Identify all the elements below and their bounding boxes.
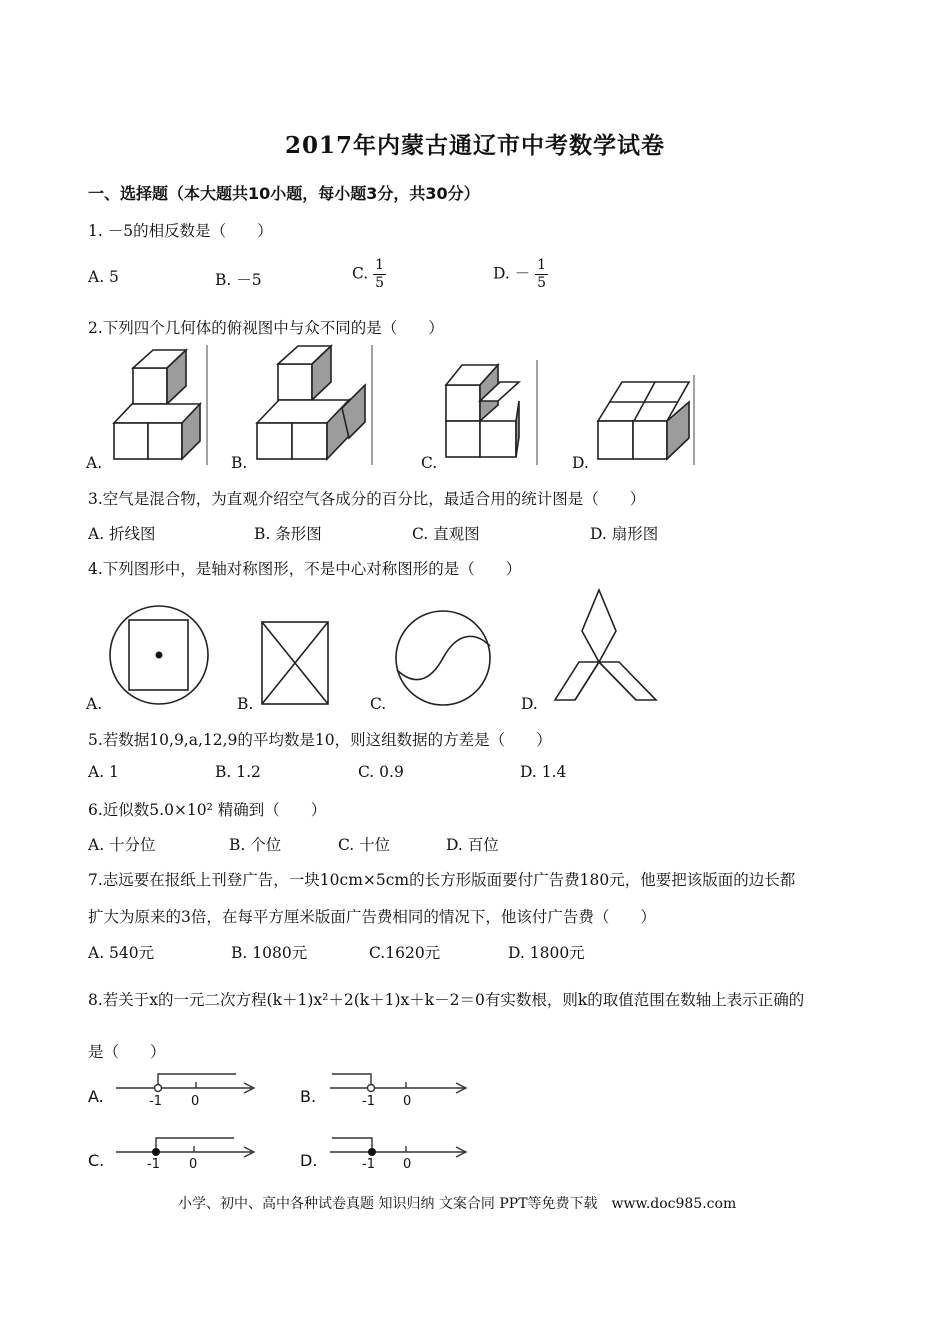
q1-option-d: [493, 257, 548, 292]
q7-option-a: A. 540元: [88, 944, 155, 962]
question-8-stem-line1: 8.若关于x的一元二次方程(k＋1)x²＋2(k＋1)x＋k－2＝0有实数根，则k的取值范围在数轴上表示正确的: [88, 991, 805, 1009]
question-8-stem-line2: 是（ ）: [88, 1043, 166, 1061]
q2-label-a: A.: [86, 454, 103, 472]
q7-option-c: C.1620元: [369, 944, 441, 962]
q1-option-c-label: C.: [352, 264, 369, 283]
q4-wave-circle-figure: [394, 608, 494, 708]
q8-label-a: A.: [88, 1087, 104, 1106]
q1-option-a: A. 5: [88, 268, 119, 286]
q4-three-rhombus-figure: [540, 588, 662, 706]
q8-label-d: D.: [300, 1151, 318, 1170]
q8-number-line-a: [114, 1072, 264, 1112]
question-7-stem-line2: 扩大为原来的3倍，在每平方厘米版面广告费相同的情况下，他该付广告费（ ）: [88, 908, 656, 926]
q1-option-c-fraction: [373, 257, 386, 292]
q8-a-tick-0: 0: [191, 1094, 200, 1109]
q4-circle-rectangle-figure: [108, 604, 212, 708]
fraction-denominator: 5: [537, 275, 547, 291]
page-footer: 小学、初中、高中各种试卷真题 知识归纳 文案合同 PPT等免费下载 www.doc985.com: [178, 1196, 737, 1212]
q1-option-b: B. －5: [215, 271, 262, 289]
question-1-stem: 1. －5的相反数是（ ）: [88, 222, 273, 240]
q8-a-tick-neg1: -1: [149, 1094, 162, 1109]
q1-option-c: [352, 257, 386, 292]
q8-b-tick-neg1: -1: [362, 1094, 375, 1109]
q4-label-d: D.: [521, 695, 538, 713]
q4-label-a: A.: [86, 695, 103, 713]
question-4-stem: 4.下列图形中，是轴对称图形，不是中心对称图形的是（ ）: [88, 560, 522, 578]
q1-option-d-fraction: [535, 257, 548, 292]
q3-option-b: B. 条形图: [254, 525, 322, 543]
q3-option-c: C. 直观图: [412, 525, 480, 543]
q2-solid-c-figure: [440, 360, 560, 470]
q6-option-a: A. 十分位: [88, 836, 156, 854]
q3-option-a: A. 折线图: [88, 525, 156, 543]
q5-option-a: A. 1: [88, 763, 119, 781]
q6-option-d: D. 百位: [446, 836, 499, 854]
q2-solid-b-figure: [245, 345, 375, 470]
fraction-numerator: 1: [537, 257, 547, 273]
q6-option-b: B. 个位: [229, 836, 282, 854]
q7-option-d: D. 1800元: [508, 944, 585, 962]
question-3-stem: 3.空气是混合物，为直观介绍空气各成分的百分比，最适合用的统计图是（ ）: [88, 490, 646, 508]
q5-option-c: C. 0.9: [358, 763, 404, 781]
question-5-stem: 5.若数据10,9,a,12,9的平均数是10，则这组数据的方差是（ ）: [88, 731, 552, 749]
q4-label-c: C.: [370, 695, 387, 713]
fraction-denominator: 5: [375, 275, 385, 291]
question-7-stem-line1: 7.志远要在报纸上刊登广告，一块10cm×5cm的长方形版面要付广告费180元，他要把该版面的边长都: [88, 871, 796, 889]
q2-label-b: B.: [231, 454, 248, 472]
q8-label-b: B.: [300, 1087, 317, 1106]
q8-d-tick-neg1: -1: [362, 1157, 375, 1172]
q5-option-b: B. 1.2: [215, 763, 261, 781]
q8-number-line-b: [328, 1072, 473, 1112]
q5-option-d: D. 1.4: [520, 763, 567, 781]
page-title: 2017年内蒙古通辽市中考数学试卷: [284, 132, 665, 159]
q8-label-c: C.: [88, 1151, 105, 1170]
q8-c-tick-neg1: -1: [147, 1157, 160, 1172]
q3-option-d: D. 扇形图: [590, 525, 659, 543]
question-2-stem: 2.下列四个几何体的俯视图中与众不同的是（ ）: [88, 319, 444, 337]
section-heading: 一、选择题（本大题共10小题，每小题3分，共30分）: [88, 184, 480, 203]
question-6-stem: 6.近似数5.0×10² 精确到（ ）: [88, 801, 327, 819]
q1-option-d-label: D. －: [493, 264, 531, 283]
q8-number-line-d: [328, 1136, 473, 1176]
q4-crossed-rectangle-figure: [260, 620, 332, 708]
q2-solid-d-figure: [590, 375, 700, 470]
q7-option-b: B. 1080元: [231, 944, 308, 962]
q2-label-d: D.: [572, 454, 589, 472]
q8-d-tick-0: 0: [403, 1157, 412, 1172]
fraction-numerator: 1: [375, 257, 385, 273]
q4-label-b: B.: [237, 695, 254, 713]
q2-solid-a-figure: [100, 345, 220, 470]
q6-option-c: C. 十位: [338, 836, 391, 854]
q8-b-tick-0: 0: [403, 1094, 412, 1109]
q8-c-tick-0: 0: [189, 1157, 198, 1172]
q2-label-c: C.: [421, 454, 438, 472]
